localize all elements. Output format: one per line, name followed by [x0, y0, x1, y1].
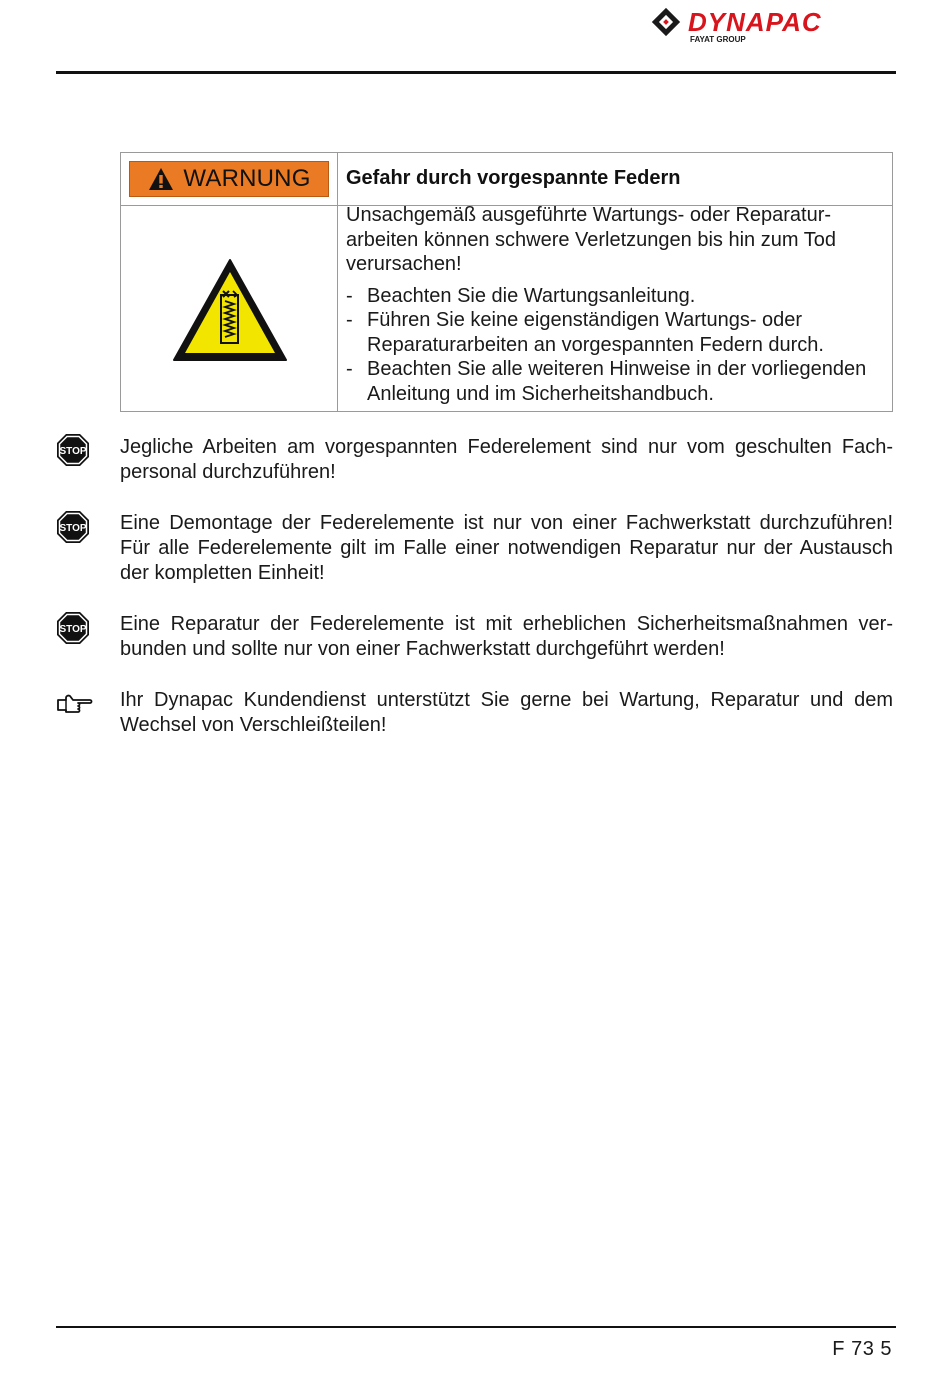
footer-rule	[56, 1326, 896, 1328]
list-item	[346, 284, 886, 309]
svg-text:DYNAPAC: DYNAPAC	[688, 7, 822, 37]
spring-hazard-icon	[171, 257, 289, 368]
intro-line: verursachen!	[346, 253, 462, 275]
warning-list	[346, 284, 886, 407]
svg-text:STOP: STOP	[59, 523, 87, 534]
warning-badge	[129, 161, 329, 197]
list-item-text: Führen Sie keine eigenständigen Wartungs- oder	[367, 309, 803, 331]
stop-icon	[56, 433, 90, 472]
warning-triangle-icon	[147, 166, 175, 192]
list-item	[346, 357, 886, 406]
note-text: Eine Reparatur der Federelemente ist mit erheblichen Sicherheitsmaßnahmen ver- bunden und sollte nur von einer Fachwerkstatt durchgeführt werden!	[120, 613, 893, 660]
svg-text:STOP: STOP	[59, 446, 87, 457]
pointing-hand-icon	[56, 694, 94, 723]
note-text: Eine Demontage der Federelemente ist nur von einer Fachwerkstatt durchzuführen! Für alle Federelemente gilt im Falle einer notwendigen Reparatur nur der Austausch der kompletten Einheit!	[120, 512, 893, 584]
warning-intro	[346, 203, 886, 277]
stop-icon	[56, 510, 90, 549]
warning-badge-label: WARNUNG	[183, 165, 311, 192]
dynapac-logo	[648, 6, 900, 44]
list-item	[346, 308, 886, 357]
page-number: F 73 5	[832, 1338, 892, 1360]
stop-icon	[56, 611, 90, 650]
list-item-text: Reparaturarbeiten an vorgespannten Federn durch.	[367, 333, 824, 356]
list-item-text: Anleitung und im Sicherheitshandbuch.	[367, 382, 714, 405]
table-column-divider	[337, 153, 338, 411]
note-text: Ihr Dynapac Kundendienst unterstützt Sie gerne bei Wartung, Reparatur und dem Wechsel von Verschleißteilen!	[120, 689, 893, 736]
note-text: Jegliche Arbeiten am vorgespannten Federelement sind nur vom geschulten Fach- personal durchzuführen!	[120, 436, 893, 483]
list-item-text: Beachten Sie alle weiteren Hinweise in der vorliegenden	[367, 358, 867, 380]
intro-line: Unsachgemäß ausgeführte Wartungs- oder Reparatur-	[346, 204, 832, 226]
warning-body	[346, 203, 886, 406]
svg-text:STOP: STOP	[59, 624, 87, 635]
warning-title: Gefahr durch vorgespannte Federn	[346, 167, 681, 189]
warning-table	[120, 152, 893, 412]
list-item-text: Beachten Sie die Wartungsanleitung.	[367, 284, 696, 307]
intro-line: arbeiten können schwere Verletzungen bis hin zum Tod	[346, 228, 836, 251]
logo-diamond-icon	[652, 8, 680, 36]
header-rule	[56, 71, 896, 74]
svg-text:FAYAT GROUP: FAYAT GROUP	[690, 35, 746, 44]
